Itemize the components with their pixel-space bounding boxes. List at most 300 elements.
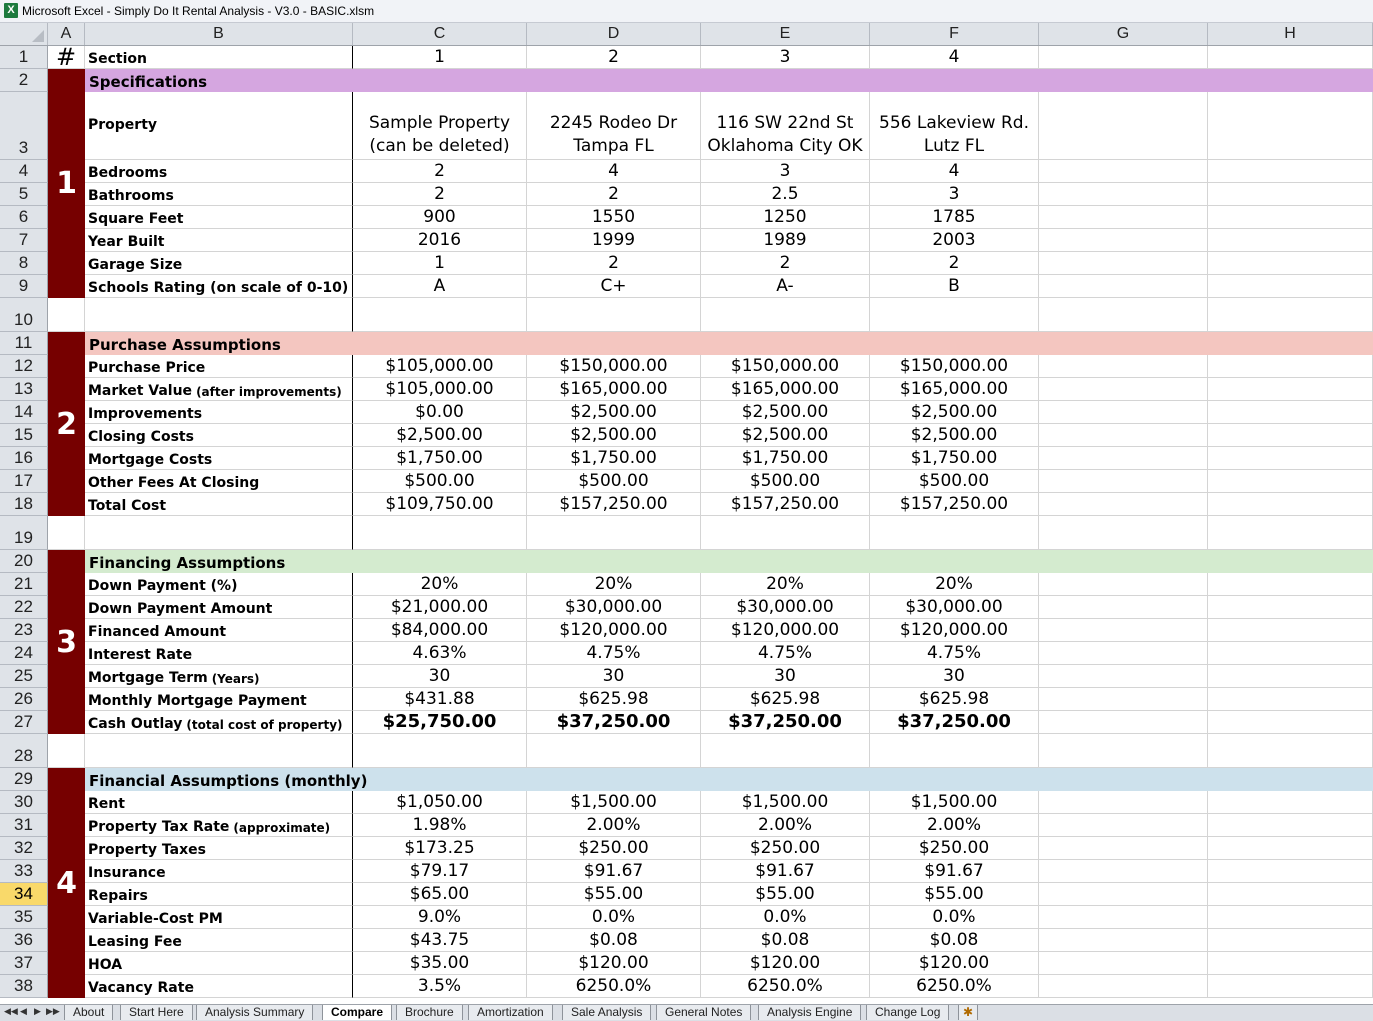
value-cell-d[interactable]: $157,250.00 [527, 493, 701, 516]
empty-cell-g[interactable] [1039, 206, 1208, 229]
value-cell-e[interactable]: 1250 [701, 206, 870, 229]
value-cell-c[interactable]: 3.5% [353, 975, 527, 998]
value-cell-e[interactable]: 116 SW 22nd St Oklahoma City OK [701, 92, 870, 160]
value-cell-f[interactable]: 4.75% [870, 642, 1039, 665]
row-label-cell[interactable] [85, 493, 353, 516]
row-header-21[interactable]: 21 [0, 573, 48, 596]
empty-cell-h[interactable] [1208, 252, 1373, 275]
row-label-cell[interactable] [85, 424, 353, 447]
value-cell-c[interactable]: 30 [353, 665, 527, 688]
value-cell-f[interactable]: 4 [870, 46, 1039, 69]
empty-cell-h[interactable] [1208, 975, 1373, 998]
value-cell-d[interactable]: $0.08 [527, 929, 701, 952]
section-number-block[interactable]: 3 [48, 550, 85, 734]
value-cell-d[interactable]: $55.00 [527, 883, 701, 906]
value-cell-f[interactable]: $37,250.00 [870, 711, 1039, 734]
empty-cell-g[interactable] [1039, 837, 1208, 860]
value-cell-e[interactable]: $250.00 [701, 837, 870, 860]
row-header-9[interactable]: 9 [0, 275, 48, 298]
value-cell-e[interactable]: $2,500.00 [701, 424, 870, 447]
section-band[interactable] [85, 332, 1373, 355]
value-cell-e[interactable]: 3 [701, 160, 870, 183]
value-cell-f[interactable]: $91.67 [870, 860, 1039, 883]
value-cell-e[interactable]: 3 [701, 46, 870, 69]
value-cell-f[interactable]: $120,000.00 [870, 619, 1039, 642]
row-label-cell[interactable] [85, 229, 353, 252]
empty-cell-g[interactable] [1039, 424, 1208, 447]
value-cell-d[interactable]: $150,000.00 [527, 355, 701, 378]
empty-cell-g[interactable] [1039, 378, 1208, 401]
value-cell-c[interactable]: 9.0% [353, 906, 527, 929]
value-cell-d[interactable]: 30 [527, 665, 701, 688]
value-cell-e[interactable] [701, 734, 870, 768]
empty-cell-g[interactable] [1039, 183, 1208, 206]
value-cell-c[interactable] [353, 516, 527, 550]
row-label-cell[interactable] [85, 975, 353, 998]
value-cell-e[interactable]: 1989 [701, 229, 870, 252]
row-header-31[interactable]: 31 [0, 814, 48, 837]
value-cell-c[interactable]: $1,050.00 [353, 791, 527, 814]
value-cell-e[interactable] [701, 298, 870, 332]
value-cell-e[interactable]: $1,750.00 [701, 447, 870, 470]
value-cell-c[interactable] [353, 298, 527, 332]
empty-cell-h[interactable] [1208, 493, 1373, 516]
empty-cell-h[interactable] [1208, 883, 1373, 906]
row-label-cell[interactable] [85, 401, 353, 424]
empty-cell-g[interactable] [1039, 470, 1208, 493]
value-cell-f[interactable]: $157,250.00 [870, 493, 1039, 516]
row-label-cell[interactable] [85, 952, 353, 975]
value-cell-c[interactable]: 1 [353, 46, 527, 69]
value-cell-f[interactable]: $150,000.00 [870, 355, 1039, 378]
row-label-cell[interactable] [85, 355, 353, 378]
row-label-cell[interactable] [85, 642, 353, 665]
empty-cell-h[interactable] [1208, 837, 1373, 860]
value-cell-f[interactable]: $1,750.00 [870, 447, 1039, 470]
value-cell-d[interactable]: $120,000.00 [527, 619, 701, 642]
value-cell-f[interactable]: $250.00 [870, 837, 1039, 860]
empty-cell-g[interactable] [1039, 229, 1208, 252]
empty-cell-h[interactable] [1208, 596, 1373, 619]
value-cell-f[interactable]: B [870, 275, 1039, 298]
value-cell-c[interactable]: $84,000.00 [353, 619, 527, 642]
row-header-15[interactable]: 15 [0, 424, 48, 447]
value-cell-d[interactable]: $37,250.00 [527, 711, 701, 734]
value-cell-e[interactable]: 4.75% [701, 642, 870, 665]
empty-cell-g[interactable] [1039, 952, 1208, 975]
value-cell-f[interactable]: 20% [870, 573, 1039, 596]
value-cell-e[interactable]: $1,500.00 [701, 791, 870, 814]
value-cell-f[interactable]: 1785 [870, 206, 1039, 229]
value-cell-d[interactable] [527, 298, 701, 332]
row-header-7[interactable]: 7 [0, 229, 48, 252]
empty-cell-g[interactable] [1039, 814, 1208, 837]
value-cell-f[interactable]: 2003 [870, 229, 1039, 252]
sheet-tab[interactable]: Sale Analysis [562, 1005, 651, 1020]
section-band[interactable] [85, 550, 1373, 573]
sheet-tab[interactable]: Start Here [120, 1005, 193, 1020]
empty-cell-g[interactable] [1039, 355, 1208, 378]
value-cell-d[interactable]: 2 [527, 183, 701, 206]
value-cell-c[interactable]: 2 [353, 160, 527, 183]
value-cell-c[interactable]: $0.00 [353, 401, 527, 424]
empty-cell-g[interactable] [1039, 711, 1208, 734]
row-label-cell[interactable] [85, 860, 353, 883]
value-cell-e[interactable]: $91.67 [701, 860, 870, 883]
empty-cell-g[interactable] [1039, 92, 1208, 160]
value-cell-c[interactable]: $65.00 [353, 883, 527, 906]
empty-cell-h[interactable] [1208, 688, 1373, 711]
row-header-27[interactable]: 27 [0, 711, 48, 734]
first-sheet-arrow-icon[interactable]: ◀◀ [4, 1006, 18, 1016]
row-header-17[interactable]: 17 [0, 470, 48, 493]
value-cell-c[interactable]: 2 [353, 183, 527, 206]
row-label-cell[interactable] [85, 665, 353, 688]
row-label-cell[interactable] [85, 929, 353, 952]
empty-cell-g[interactable] [1039, 642, 1208, 665]
row-label-cell[interactable] [85, 378, 353, 401]
value-cell-c[interactable]: $43.75 [353, 929, 527, 952]
empty-cell-h[interactable] [1208, 791, 1373, 814]
sheet-tab[interactable]: General Notes [656, 1005, 751, 1020]
row-label-cell[interactable] [85, 447, 353, 470]
row-label-cell[interactable] [85, 92, 353, 160]
row-header-16[interactable]: 16 [0, 447, 48, 470]
value-cell-f[interactable]: $0.08 [870, 929, 1039, 952]
empty-cell-h[interactable] [1208, 665, 1373, 688]
value-cell-d[interactable]: 2 [527, 46, 701, 69]
row-label-cell[interactable] [85, 160, 353, 183]
empty-cell-h[interactable] [1208, 206, 1373, 229]
value-cell-e[interactable]: $150,000.00 [701, 355, 870, 378]
next-sheet-arrow-icon[interactable]: ▶ [34, 1006, 41, 1016]
value-cell-e[interactable]: $37,250.00 [701, 711, 870, 734]
value-cell-d[interactable]: 1550 [527, 206, 701, 229]
row-header-33[interactable]: 33 [0, 860, 48, 883]
empty-cell-h[interactable] [1208, 447, 1373, 470]
row-header-19[interactable]: 19 [0, 516, 48, 550]
value-cell-e[interactable]: $0.08 [701, 929, 870, 952]
value-cell-e[interactable]: $30,000.00 [701, 596, 870, 619]
value-cell-d[interactable]: 1999 [527, 229, 701, 252]
value-cell-d[interactable]: $500.00 [527, 470, 701, 493]
sheet-tab[interactable]: Amortization [468, 1005, 553, 1020]
value-cell-e[interactable]: $120,000.00 [701, 619, 870, 642]
value-cell-f[interactable] [870, 298, 1039, 332]
row-header-34[interactable]: 34 [0, 883, 48, 906]
empty-cell-h[interactable] [1208, 642, 1373, 665]
value-cell-e[interactable]: 2.5 [701, 183, 870, 206]
value-cell-e[interactable]: A- [701, 275, 870, 298]
value-cell-c[interactable]: 2016 [353, 229, 527, 252]
value-cell-e[interactable] [701, 516, 870, 550]
value-cell-f[interactable]: 2.00% [870, 814, 1039, 837]
value-cell-c[interactable]: $79.17 [353, 860, 527, 883]
empty-cell-g[interactable] [1039, 401, 1208, 424]
value-cell-d[interactable]: 20% [527, 573, 701, 596]
value-cell-f[interactable]: $2,500.00 [870, 424, 1039, 447]
value-cell-c[interactable]: $109,750.00 [353, 493, 527, 516]
empty-cell-g[interactable] [1039, 46, 1208, 69]
value-cell-c[interactable]: $105,000.00 [353, 355, 527, 378]
row-header-18[interactable]: 18 [0, 493, 48, 516]
empty-cell-h[interactable] [1208, 573, 1373, 596]
row-header-14[interactable]: 14 [0, 401, 48, 424]
empty-cell-g[interactable] [1039, 516, 1208, 550]
empty-cell-h[interactable] [1208, 929, 1373, 952]
value-cell-c[interactable]: Sample Property (can be deleted) [353, 92, 527, 160]
column-header-c[interactable]: C [353, 23, 527, 45]
value-cell-d[interactable]: C+ [527, 275, 701, 298]
empty-cell-h[interactable] [1208, 355, 1373, 378]
empty-cell-h[interactable] [1208, 183, 1373, 206]
value-cell-e[interactable]: $55.00 [701, 883, 870, 906]
last-sheet-arrow-icon[interactable]: ▶▶ [46, 1006, 60, 1016]
row-header-10[interactable]: 10 [0, 298, 48, 332]
value-cell-e[interactable]: $2,500.00 [701, 401, 870, 424]
value-cell-f[interactable]: $30,000.00 [870, 596, 1039, 619]
value-cell-e[interactable]: $500.00 [701, 470, 870, 493]
column-header-h[interactable]: H [1208, 23, 1373, 45]
row-label-cell[interactable] [85, 883, 353, 906]
section-band[interactable] [85, 768, 1373, 791]
empty-cell-g[interactable] [1039, 160, 1208, 183]
column-header-d[interactable]: D [527, 23, 701, 45]
value-cell-d[interactable]: 2.00% [527, 814, 701, 837]
value-cell-f[interactable]: $625.98 [870, 688, 1039, 711]
empty-cell-g[interactable] [1039, 906, 1208, 929]
value-cell-d[interactable]: $250.00 [527, 837, 701, 860]
empty-cell-g[interactable] [1039, 275, 1208, 298]
empty-cell-h[interactable] [1208, 378, 1373, 401]
empty-cell-h[interactable] [1208, 401, 1373, 424]
row-header-32[interactable]: 32 [0, 837, 48, 860]
value-cell-e[interactable]: 2 [701, 252, 870, 275]
value-cell-c[interactable]: $431.88 [353, 688, 527, 711]
value-cell-c[interactable]: $105,000.00 [353, 378, 527, 401]
row-label-cell[interactable] [85, 734, 353, 768]
column-header-f[interactable]: F [870, 23, 1039, 45]
value-cell-c[interactable]: 900 [353, 206, 527, 229]
row-header-5[interactable]: 5 [0, 183, 48, 206]
value-cell-f[interactable] [870, 734, 1039, 768]
row-header-35[interactable]: 35 [0, 906, 48, 929]
value-cell-f[interactable] [870, 516, 1039, 550]
value-cell-d[interactable] [527, 734, 701, 768]
section-number-block[interactable]: 2 [48, 332, 85, 516]
value-cell-d[interactable]: 6250.0% [527, 975, 701, 998]
row-header-26[interactable]: 26 [0, 688, 48, 711]
column-header-g[interactable]: G [1039, 23, 1208, 45]
column-header-a[interactable]: A [48, 23, 85, 45]
empty-cell-h[interactable] [1208, 92, 1373, 160]
row-label-cell[interactable] [85, 791, 353, 814]
row-header-2[interactable]: 2 [0, 69, 48, 92]
row-header-6[interactable]: 6 [0, 206, 48, 229]
value-cell-c[interactable]: $1,750.00 [353, 447, 527, 470]
empty-cell-g[interactable] [1039, 688, 1208, 711]
empty-cell-g[interactable] [1039, 447, 1208, 470]
row-label-cell[interactable] [85, 688, 353, 711]
row-label-cell[interactable] [85, 516, 353, 550]
value-cell-d[interactable]: $120.00 [527, 952, 701, 975]
empty-cell-h[interactable] [1208, 619, 1373, 642]
row-header-11[interactable]: 11 [0, 332, 48, 355]
row-header-30[interactable]: 30 [0, 791, 48, 814]
empty-cell-g[interactable] [1039, 619, 1208, 642]
row-header-13[interactable]: 13 [0, 378, 48, 401]
row-header-8[interactable]: 8 [0, 252, 48, 275]
row-header-28[interactable]: 28 [0, 734, 48, 768]
value-cell-d[interactable]: $91.67 [527, 860, 701, 883]
value-cell-e[interactable]: 6250.0% [701, 975, 870, 998]
select-all-corner[interactable] [0, 23, 48, 45]
value-cell-d[interactable] [527, 516, 701, 550]
empty-cell-h[interactable] [1208, 470, 1373, 493]
row-header-24[interactable]: 24 [0, 642, 48, 665]
row-label-cell[interactable] [85, 46, 353, 69]
row-header-36[interactable]: 36 [0, 929, 48, 952]
value-cell-f[interactable]: 0.0% [870, 906, 1039, 929]
value-cell-c[interactable]: A [353, 275, 527, 298]
cell-a[interactable] [48, 516, 85, 550]
empty-cell-h[interactable] [1208, 906, 1373, 929]
row-label-cell[interactable] [85, 814, 353, 837]
sheet-tab[interactable]: Analysis Engine [758, 1005, 861, 1020]
row-label-cell[interactable] [85, 573, 353, 596]
row-header-22[interactable]: 22 [0, 596, 48, 619]
value-cell-c[interactable]: 20% [353, 573, 527, 596]
insert-sheet-icon[interactable]: ✱ [958, 1005, 978, 1020]
value-cell-c[interactable]: $500.00 [353, 470, 527, 493]
row-label-cell[interactable] [85, 906, 353, 929]
empty-cell-h[interactable] [1208, 711, 1373, 734]
empty-cell-g[interactable] [1039, 665, 1208, 688]
row-label-cell[interactable] [85, 837, 353, 860]
value-cell-c[interactable]: $25,750.00 [353, 711, 527, 734]
value-cell-c[interactable]: 1 [353, 252, 527, 275]
value-cell-f[interactable]: 4 [870, 160, 1039, 183]
value-cell-d[interactable]: $625.98 [527, 688, 701, 711]
value-cell-d[interactable]: $2,500.00 [527, 424, 701, 447]
value-cell-e[interactable]: 30 [701, 665, 870, 688]
value-cell-f[interactable]: $2,500.00 [870, 401, 1039, 424]
value-cell-f[interactable]: $165,000.00 [870, 378, 1039, 401]
value-cell-d[interactable]: $1,750.00 [527, 447, 701, 470]
value-cell-f[interactable]: $55.00 [870, 883, 1039, 906]
value-cell-d[interactable]: $2,500.00 [527, 401, 701, 424]
empty-cell-g[interactable] [1039, 860, 1208, 883]
empty-cell-h[interactable] [1208, 298, 1373, 332]
empty-cell-g[interactable] [1039, 734, 1208, 768]
section-number-block[interactable]: 1 [48, 69, 85, 298]
row-label-cell[interactable] [85, 470, 353, 493]
row-label-cell[interactable] [85, 206, 353, 229]
empty-cell-h[interactable] [1208, 275, 1373, 298]
value-cell-c[interactable] [353, 734, 527, 768]
row-label-cell[interactable] [85, 711, 353, 734]
cell-a[interactable] [48, 734, 85, 768]
empty-cell-h[interactable] [1208, 516, 1373, 550]
empty-cell-g[interactable] [1039, 929, 1208, 952]
prev-sheet-arrow-icon[interactable]: ◀ [20, 1006, 27, 1016]
empty-cell-h[interactable] [1208, 734, 1373, 768]
value-cell-d[interactable]: 2 [527, 252, 701, 275]
empty-cell-g[interactable] [1039, 791, 1208, 814]
spreadsheet-grid[interactable] [0, 46, 1373, 1004]
sheet-tab[interactable]: Brochure [396, 1005, 463, 1020]
empty-cell-g[interactable] [1039, 252, 1208, 275]
row-header-3[interactable]: 3 [0, 92, 48, 160]
value-cell-d[interactable]: 4.75% [527, 642, 701, 665]
value-cell-c[interactable]: 1.98% [353, 814, 527, 837]
value-cell-d[interactable]: 2245 Rodeo Dr Tampa FL [527, 92, 701, 160]
row-label-cell[interactable] [85, 298, 353, 332]
empty-cell-h[interactable] [1208, 229, 1373, 252]
row-header-1[interactable]: 1 [0, 46, 48, 69]
empty-cell-h[interactable] [1208, 860, 1373, 883]
row-label-cell[interactable] [85, 252, 353, 275]
value-cell-e[interactable]: 20% [701, 573, 870, 596]
row-header-38[interactable]: 38 [0, 975, 48, 998]
row-header-29[interactable]: 29 [0, 768, 48, 791]
empty-cell-h[interactable] [1208, 952, 1373, 975]
value-cell-e[interactable]: $120.00 [701, 952, 870, 975]
value-cell-f[interactable]: 6250.0% [870, 975, 1039, 998]
section-band[interactable] [85, 69, 1373, 92]
value-cell-d[interactable]: 4 [527, 160, 701, 183]
row-header-4[interactable]: 4 [0, 160, 48, 183]
row-label-cell[interactable] [85, 275, 353, 298]
empty-cell-h[interactable] [1208, 424, 1373, 447]
value-cell-e[interactable]: 0.0% [701, 906, 870, 929]
value-cell-c[interactable]: $173.25 [353, 837, 527, 860]
value-cell-d[interactable]: $30,000.00 [527, 596, 701, 619]
column-header-e[interactable]: E [701, 23, 870, 45]
value-cell-e[interactable]: $165,000.00 [701, 378, 870, 401]
hash-symbol[interactable]: # [48, 46, 85, 69]
row-header-12[interactable]: 12 [0, 355, 48, 378]
value-cell-e[interactable]: $157,250.00 [701, 493, 870, 516]
row-header-23[interactable]: 23 [0, 619, 48, 642]
value-cell-c[interactable]: $2,500.00 [353, 424, 527, 447]
empty-cell-g[interactable] [1039, 883, 1208, 906]
column-header-b[interactable]: B [85, 23, 353, 45]
value-cell-f[interactable]: 556 Lakeview Rd. Lutz FL [870, 92, 1039, 160]
empty-cell-h[interactable] [1208, 160, 1373, 183]
value-cell-f[interactable]: 30 [870, 665, 1039, 688]
value-cell-d[interactable]: $165,000.00 [527, 378, 701, 401]
value-cell-e[interactable]: 2.00% [701, 814, 870, 837]
empty-cell-h[interactable] [1208, 814, 1373, 837]
value-cell-c[interactable]: 4.63% [353, 642, 527, 665]
row-header-25[interactable]: 25 [0, 665, 48, 688]
row-header-20[interactable]: 20 [0, 550, 48, 573]
empty-cell-h[interactable] [1208, 46, 1373, 69]
value-cell-f[interactable]: $500.00 [870, 470, 1039, 493]
value-cell-c[interactable]: $35.00 [353, 952, 527, 975]
sheet-tab[interactable]: Compare [322, 1005, 392, 1020]
empty-cell-g[interactable] [1039, 493, 1208, 516]
cell-a[interactable] [48, 298, 85, 332]
value-cell-d[interactable]: $1,500.00 [527, 791, 701, 814]
sheet-tab[interactable]: About [64, 1005, 113, 1020]
value-cell-f[interactable]: $120.00 [870, 952, 1039, 975]
row-label-cell[interactable] [85, 619, 353, 642]
value-cell-f[interactable]: $1,500.00 [870, 791, 1039, 814]
value-cell-f[interactable]: 3 [870, 183, 1039, 206]
value-cell-c[interactable]: $21,000.00 [353, 596, 527, 619]
